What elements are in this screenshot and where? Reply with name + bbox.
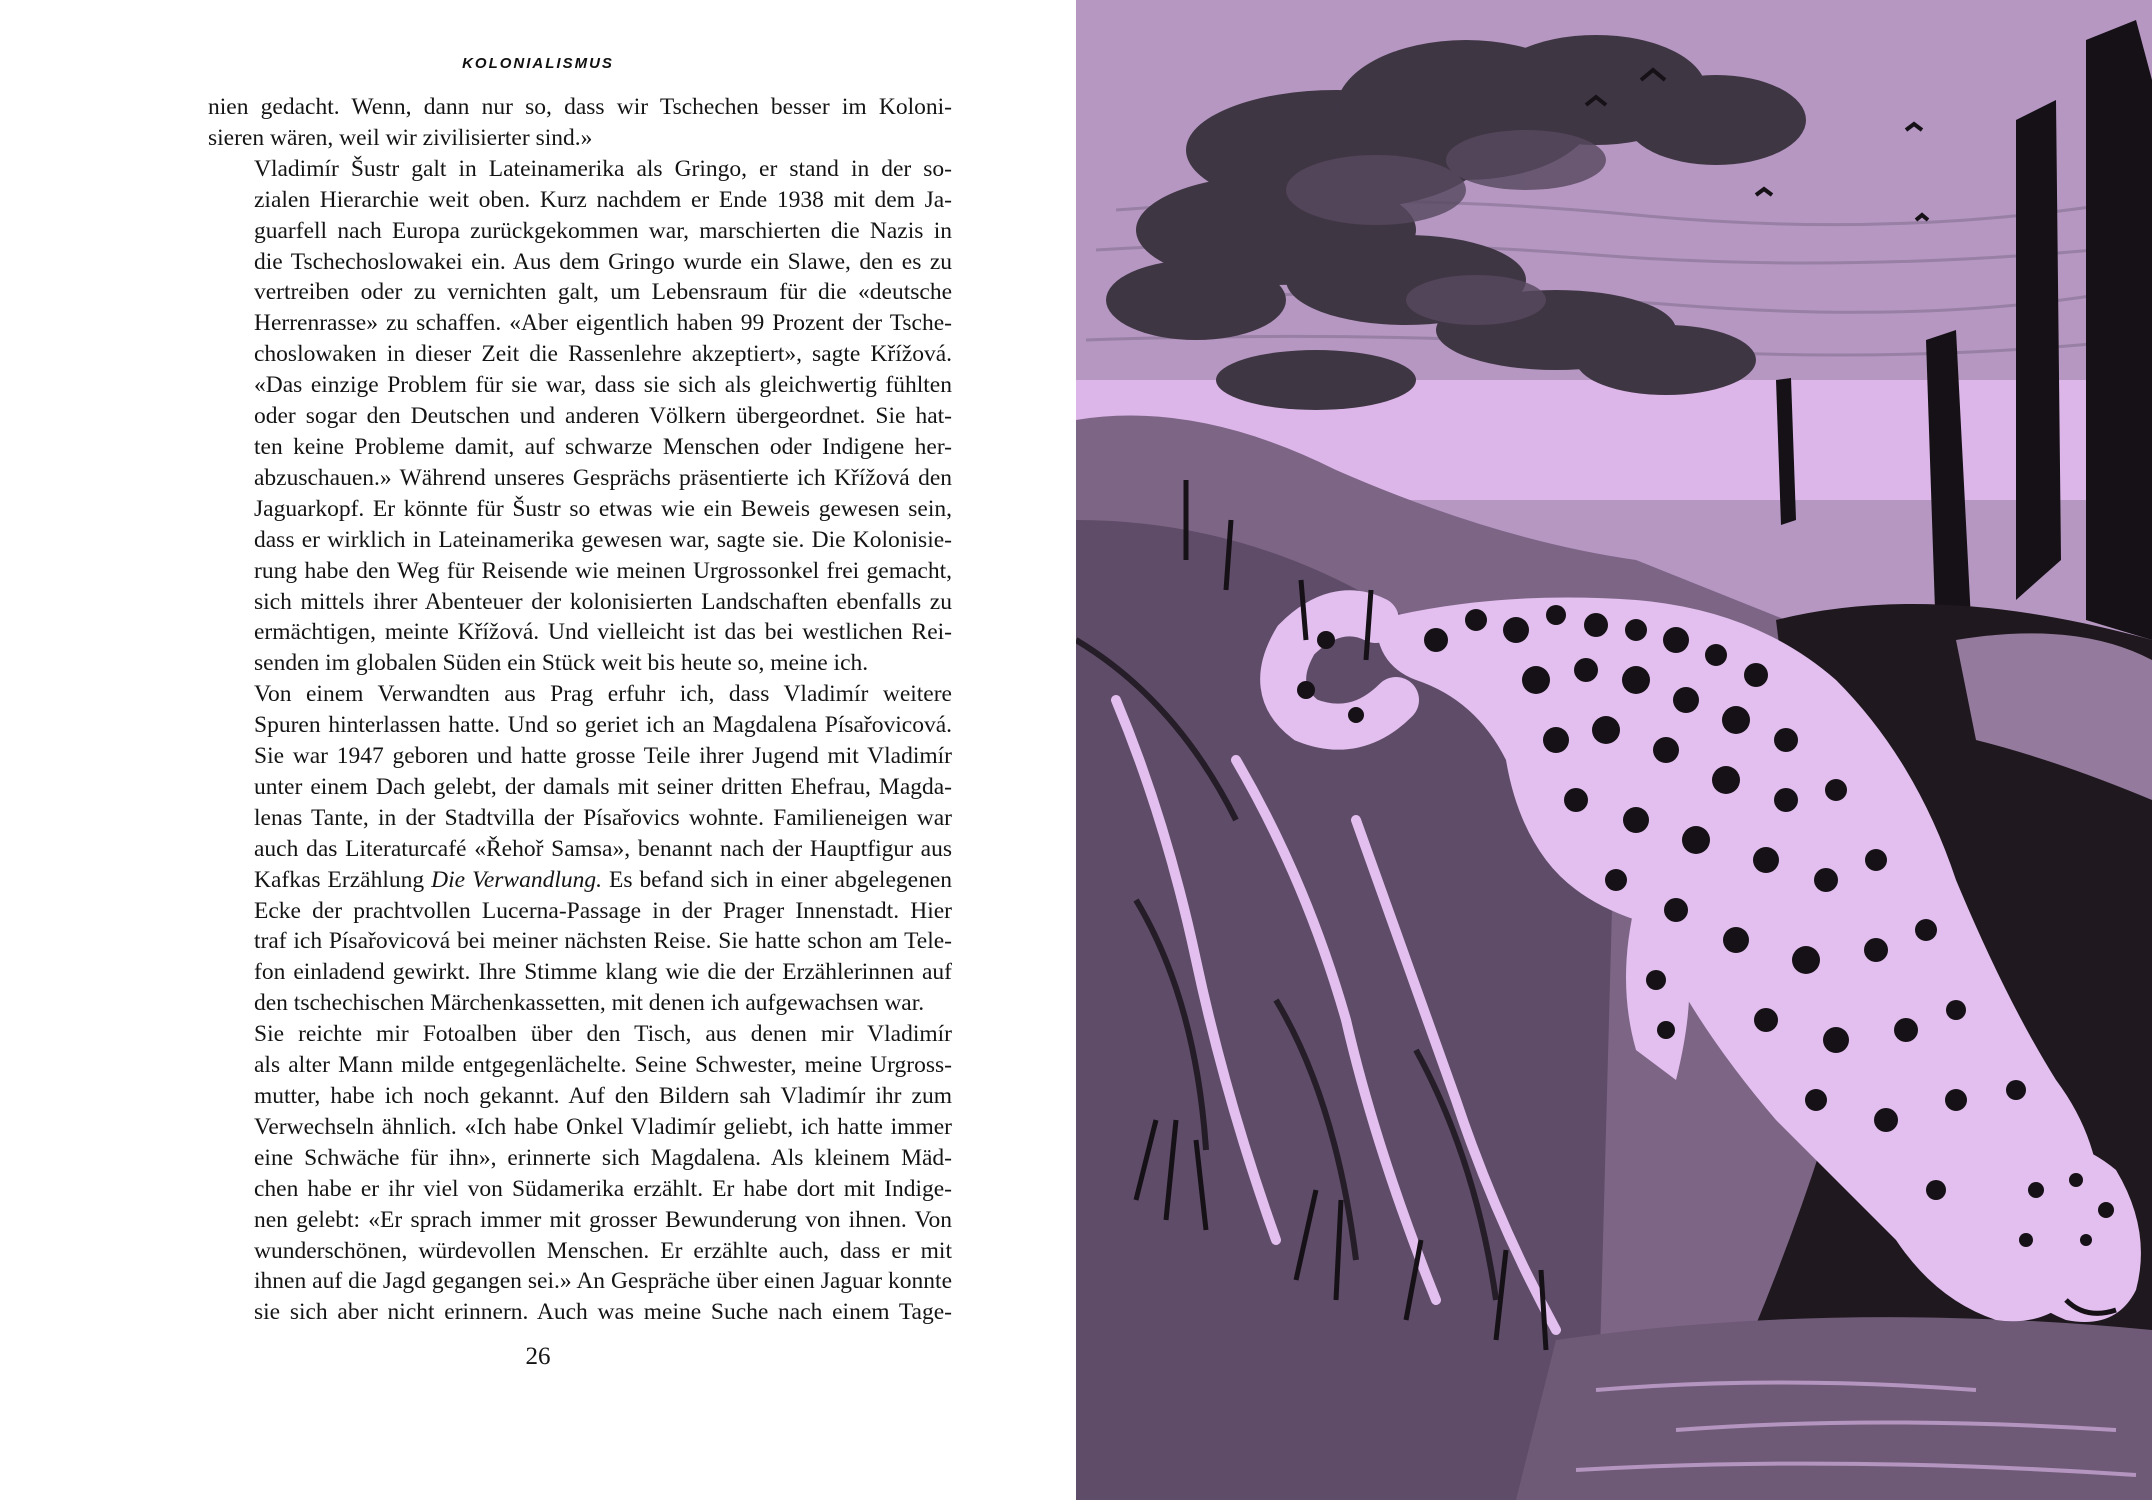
text-line: sieren wären, weil wir zivilisierter sind.»	[208, 124, 593, 151]
text-line: auch das Literaturcafé «Řehoř Samsa», benannt nach der Hauptfigur aus	[254, 835, 952, 862]
text-line: Herrenrasse» zu schaffen. «Aber eigentlich haben 99 Prozent der Tsche-	[254, 310, 952, 337]
paragraph-1	[208, 92, 952, 154]
text-line: nien gedacht. Wenn, dann nur so, dass wir Tschechen besser im Koloni-	[208, 94, 952, 120]
text-line: sie sich aber nicht erinnern. Auch was meine Suche nach einem Tage-	[254, 1299, 952, 1326]
text-line: ihnen auf die Jagd gegangen sei.» An Gespräche über einen Jaguar konnte	[254, 1268, 952, 1295]
text-line: Jaguarkopf. Er könnte für Šustr so etwas wie ein Beweis gewesen sein,	[254, 495, 952, 522]
text-line: choslowaken in dieser Zeit die Rassenlehre akzeptiert», sagte Křížová.	[254, 341, 952, 368]
text-line: Sie reichte mir Fotoalben über den Tisch, aus denen mir Vladimír	[254, 1021, 952, 1048]
text-line: guarfell nach Europa zurückgekommen war, marschierten die Nazis in	[254, 217, 952, 244]
text-fragment: Es befand sich in einer abgelegenen	[601, 866, 952, 893]
text-line: Sie war 1947 geboren und hatte grosse Teile ihrer Jugend mit Vladimír	[254, 743, 952, 770]
text-line: den tschechischen Märchenkassetten, mit denen ich aufgewachsen war.	[254, 990, 925, 1017]
text-line-with-title	[208, 865, 952, 896]
text-line: dass er wirklich in Lateinamerika gewesen war, sagte sie. Die Kolonisie-	[254, 526, 952, 553]
text-line: ermächtigen, meinte Křížová. Und vielleicht ist das bei westlichen Rei-	[254, 619, 952, 646]
text-line: Verwechseln ähnlich. «Ich habe Onkel Vladimír geliebt, ich hatte immer	[254, 1113, 952, 1140]
text-line: senden im globalen Süden ein Stück weit bis heute so, meine ich.	[254, 650, 869, 677]
jaguar-illustration	[1076, 0, 2152, 1500]
text-line: ten keine Probleme damit, auf schwarze Menschen oder Indigene her-	[254, 433, 952, 460]
text-line: lenas Tante, in der Stadtvilla der Písařovics wohnte. Familieneigen war	[254, 804, 952, 831]
illustration-page	[1076, 0, 2152, 1500]
text-line: nen gelebt: «Er sprach immer mit grosser Bewunderung von ihnen. Von	[254, 1206, 952, 1233]
text-line: zialen Hierarchie weit oben. Kurz nachdem er Ende 1938 mit dem Ja-	[254, 186, 952, 213]
text-line: mutter, habe ich noch gekannt. Auf den Bildern sah Vladimír ihr zum	[254, 1083, 952, 1109]
text-line: Spuren hinterlassen hatte. Und so geriet ich an Magdalena Písařovicová.	[254, 712, 952, 739]
text-line: Ecke der prachtvollen Lucerna-Passage in der Prager Innenstadt. Hier	[254, 897, 952, 924]
text-line: rung habe den Weg für Reisende wie meinen Urgrossonkel frei gemacht,	[254, 557, 952, 584]
text-line: oder sogar den Deutschen und anderen Völkern übergeordnet. Sie hat-	[254, 403, 952, 430]
running-head: KOLONIALISMUS	[462, 55, 614, 72]
text-line: die Tschechoslowakei ein. Aus dem Gringo wurde ein Slawe, den es zu	[254, 248, 952, 275]
text-line: sich mittels ihrer Abenteuer der kolonisierten Landschaften ebenfalls zu	[254, 588, 952, 615]
paragraph-3	[208, 679, 952, 1019]
text-line: traf ich Písařovicová bei meiner nächsten Reise. Sie hatte schon am Tele-	[254, 928, 952, 955]
text-line: Vladimír Šustr galt in Lateinamerika als Gringo, er stand in der so-	[254, 155, 952, 182]
text-line: vertreiben oder zu vernichten galt, um Lebensraum für die «deutsche	[254, 279, 952, 306]
paragraph-2	[208, 154, 952, 679]
jaguar-eye	[2080, 1234, 2092, 1246]
text-line: unter einem Dach gelebt, der damals mit seiner dritten Ehefrau, Magda-	[254, 773, 952, 800]
text-fragment: Kafkas Erzählung	[254, 866, 432, 893]
text-line: Von einem Verwandten aus Prag erfuhr ich, dass Vladimír weitere	[254, 681, 952, 708]
text-line: «Das einzige Problem für sie war, dass sie sich als gleichwertig fühlten	[254, 372, 952, 399]
book-title: Die Verwandlung.	[431, 866, 602, 893]
paragraph-4	[208, 1019, 952, 1328]
text-line: eine Schwäche für ihn», erinnerte sich Magdalena. Als kleinem Mäd-	[254, 1144, 952, 1171]
text-line: chen habe er ihr viel von Südamerika erzählt. Er habe dort mit Indige-	[254, 1175, 952, 1202]
text-line: fon einladend gewirkt. Ihre Stimme klang wie die der Erzählerinnen auf	[254, 959, 952, 986]
page-number: 26	[525, 1343, 551, 1370]
body-text	[208, 92, 952, 1328]
text-line: abzuschauen.» Während unseres Gesprächs präsentierte ich Křížová den	[254, 464, 952, 491]
text-line: als alter Mann milde entgegenlächelte. Seine Schwester, meine Urgross-	[254, 1052, 952, 1079]
text-line: wunderschönen, würdevollen Menschen. Er erzählte auch, dass er mit	[254, 1237, 952, 1264]
water	[1516, 1317, 2152, 1500]
